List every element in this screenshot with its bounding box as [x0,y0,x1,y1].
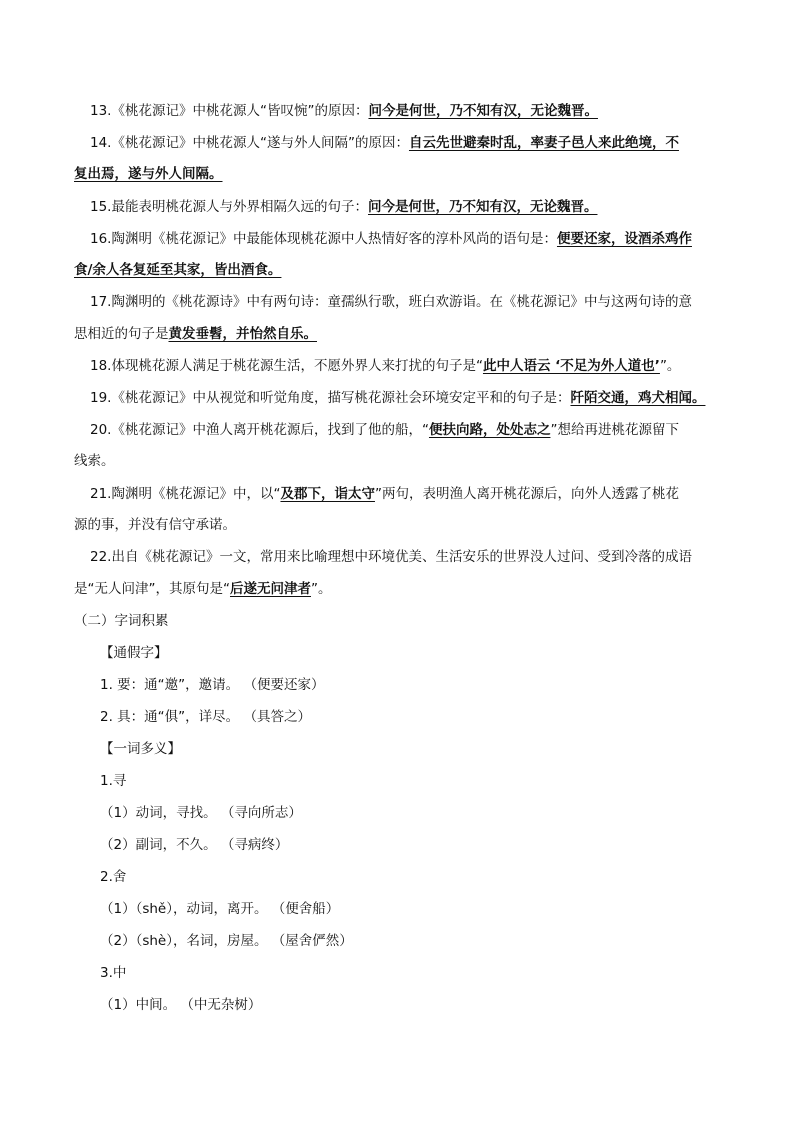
answer-21: 及郡下，诣太守 [280,486,375,502]
tongjiazi-item-2: 2. 具：通“俱”，详尽。 （具答之） [100,709,311,725]
item-18: 18.体现桃花源人满足于桃花源生活，不愿外界人来打扰的句子是“此中人语云 ‘不足为外人道也’”。 [90,358,681,374]
item-14-cont [74,164,223,184]
word-3: 3.中 [100,965,127,981]
word-2: 2.舍 [100,869,127,885]
tongjiazi-heading: 【通假字】 [100,645,168,661]
tongjiazi-item-1: 1. 要：通“邀”，邀请。 （便要还家） [100,677,325,693]
item-14: 14.《桃花源记》中桃花源人“遂与外人间隔”的原因：自云先世避秦时乱，率妻子邑人来此绝境，不 [90,135,679,151]
answer-16-cont: 食/余人各复延至其家，皆出酒食。 [74,262,282,278]
item-22: 22.出自《桃花源记》一文，常用来比喻理想中环境优美、生活安乐的世界没人过问、受到冷落的成语 [90,549,692,565]
answer-14: 自云先世避秦时乱，率妻子邑人来此绝境，不 [408,135,679,151]
answer-15: 问今是何世，乃不知有汉，无论魏晋。 [367,199,598,215]
word-2-sense-2: （2）（shè），名词，房屋。 （屋舍俨然） [100,933,353,949]
item-20: 20.《桃花源记》中渔人离开桃花源后，找到了他的船，“便扶向路，处处志之”想给再进桃花源留下 [90,422,679,438]
word-1: 1.寻 [100,773,127,789]
item-22-cont: 是“无人问津”，其原句是“后遂无问津者”。 [74,581,332,597]
item-20-cont: 线索。 [74,453,115,469]
word-3-sense-1: （1）中间。 （中无杂树） [100,997,262,1013]
word-2-sense-1: （1）（shě），动词，离开。 （便舍船） [100,901,340,917]
answer-14-cont: 复出焉，遂与外人间隔。 [74,166,223,182]
item-21: 21.陶渊明《桃花源记》中，以“及郡下，诣太守”两句，表明渔人离开桃花源后，向外人透露了桃花 [90,486,679,502]
item-13: 13.《桃花源记》中桃花源人“皆叹惋”的原因：问今是何世，乃不知有汉，无论魏晋。 [90,103,598,119]
answer-20: 便扶向路，处处志之 [428,422,551,438]
word-1-sense-2: （2）副词，不久。 （寻病终） [100,837,289,853]
item-15: 15.最能表明桃花源人与外界相隔久远的句子：问今是何世，乃不知有汉，无论魏晋。 [90,199,598,215]
item-17-cont: 思相近的句子是黄发垂髫，并怡然自乐。 [74,326,317,342]
answer-17: 黄发垂髫，并怡然自乐。 [168,326,317,342]
item-19: 19.《桃花源记》中从视觉和听觉角度，描写桃花源社会环境安定平和的句子是：阡陌交通，鸡犬相闻。 [90,390,706,406]
word-1-sense-1: （1）动词，寻找。 （寻向所志） [100,805,302,821]
item-17: 17.陶渊明的《桃花源诗》中有两句诗：童孺纵行歌，班白欢游诣。在《桃花源记》中与这两句诗的意 [90,294,692,310]
yici-heading: 【一词多义】 [100,741,181,757]
item-16-cont [74,260,281,280]
item-21-cont: 源的事，并没有信守承诺。 [74,517,236,533]
item-16: 16.陶渊明《桃花源记》中最能体现桃花源中人热情好客的淳朴风尚的语句是：便要还家，设酒杀鸡作 [90,231,692,247]
section-heading: （二）字词积累 [74,613,169,629]
answer-13: 问今是何世，乃不知有汉，无论魏晋。 [368,103,598,119]
answer-22: 后遂无问津者 [229,581,311,597]
answer-16: 便要还家，设酒杀鸡作 [556,231,692,247]
answer-18: 此中人语云 ‘不足为外人道也’ [482,358,660,374]
answer-19: 阡陌交通，鸡犬相闻。 [570,390,706,406]
